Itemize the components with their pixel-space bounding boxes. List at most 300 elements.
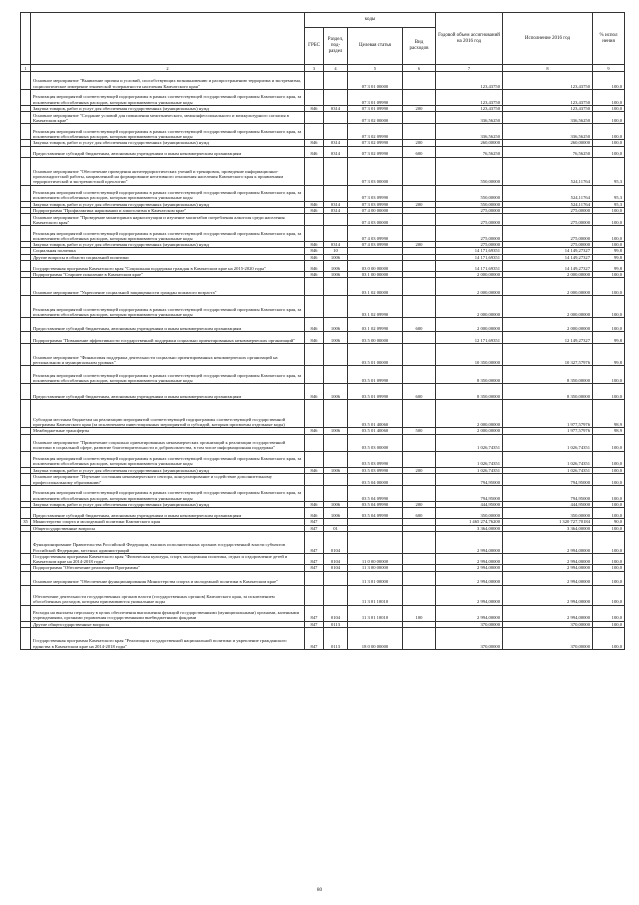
row-plan-amount: 2 994,00000 [436,605,503,621]
row-percent: 100,0 [593,214,625,226]
column-number: 7 [436,65,503,72]
row-grbs: 847 [305,565,324,571]
row-fact-amount: 76,56250 [503,146,593,157]
table-body [21,72,625,650]
row-name: Предоставление субсидий бюджетным, автономным учреждениям и иным некоммерческим организациям [31,146,305,157]
row-plan-amount: 123,43750 [436,90,503,106]
header-blank-n [21,13,31,65]
row-expense-type [403,124,436,140]
row-name: Реализация мероприятий соответствующей подпрограммы в рамках соответствующей государственной программы Камчатского края, за исключением обособленных расходов, которым присваиваются уникальные коды [31,451,305,467]
header-tselevaya: Целевая статья [348,28,403,65]
row-fact-amount: 336,56250 [503,112,593,124]
row-razdel [324,451,348,467]
row-razdel: 0314 [324,207,348,213]
row-name: Общегосударственные вопросы [31,525,305,531]
row-razdel: 0104 [324,531,348,553]
row-number [21,226,31,242]
row-fact-amount: 275,00000 [503,226,593,242]
row-target-article: 03 5 04 09990 [348,485,403,501]
row-percent: 100,0 [593,124,625,140]
row-razdel: 0314 [324,106,348,112]
row-percent: 100,0 [593,473,625,485]
row-grbs [305,226,324,242]
table-row [21,226,625,242]
row-percent: 90,0 [593,519,625,525]
row-percent: 100,0 [593,318,625,332]
row-fact-amount: 2 000,00000 [503,318,593,332]
row-target-article: 03 5 03 09990 [348,467,403,473]
row-grbs: 847 [305,553,324,565]
row-name: Предоставление субсидий бюджетным, автономным учреждениям и иным некоммерческим организациям [31,318,305,332]
row-grbs [305,485,324,501]
column-number: 6 [403,65,436,72]
row-number [21,628,31,650]
row-expense-type: 200 [403,201,436,207]
row-grbs: 846 [305,201,324,207]
row-expense-type: 200 [403,467,436,473]
row-number [21,124,31,140]
row-plan-amount: 550,00000 [436,157,503,185]
row-percent: 100,0 [593,242,625,248]
row-target-article: 07 3 01 00000 [348,72,403,90]
header-percent: % испол нения [593,13,625,65]
row-grbs [305,185,324,201]
row-grbs [305,473,324,485]
row-fact-amount: 275,00000 [503,214,593,226]
column-number: 4 [324,65,348,72]
row-plan-amount: 2 994,00000 [436,565,503,571]
row-name: Подпрограмма "Обеспечение реализации Программы" [31,565,305,571]
table-row [21,146,625,157]
row-number [21,278,31,296]
row-razdel [324,344,348,366]
row-target-article: 18 0 00 00000 [348,628,403,650]
row-fact-amount: 2 994,00000 [503,565,593,571]
row-fact-amount: 275,00000 [503,242,593,248]
row-fact-amount: 1 977,57976 [503,428,593,434]
row-razdel: 1006 [324,467,348,473]
row-percent: 100,0 [593,112,625,124]
row-expense-type [403,226,436,242]
row-fact-amount: 2 000,00000 [503,272,593,278]
row-grbs: 847 [305,621,324,627]
row-expense-type [403,585,436,605]
row-expense-type [403,451,436,467]
row-target-article: 03 5 04 00000 [348,473,403,485]
table-row [21,112,625,124]
row-grbs [305,434,324,451]
row-name: Основное мероприятие "Финансовая поддержка деятельности социально ориентированных некоммерческих организаций на региональном и муниципальном уровнях" [31,344,305,366]
row-expense-type: 500 [403,428,436,434]
row-plan-amount: 275,00000 [436,214,503,226]
row-grbs: 846 [305,146,324,157]
row-fact-amount: 3 364,00000 [503,525,593,531]
row-percent: 99,8 [593,248,625,254]
row-plan-amount: 2 000,00000 [436,400,503,428]
row-fact-amount: 370,00000 [503,628,593,650]
row-fact-amount: 794,95000 [503,473,593,485]
column-number: 5 [348,65,403,72]
row-fact-amount: 8 350,00000 [503,366,593,384]
row-number [21,434,31,451]
table-row [21,261,625,272]
row-plan-amount: 14 171,69351 [436,248,503,254]
row-razdel [324,434,348,451]
row-target-article: 03 1 02 09990 [348,318,403,332]
row-name: Реализация мероприятий соответствующей подпрограммы в рамках соответствующей государственной программы Камчатского края, за исключением обособленных расходов, которым присваиваются уникальные коды [31,226,305,242]
row-plan-amount: 76,56250 [436,146,503,157]
row-grbs: 846 [305,508,324,519]
row-grbs: 847 [305,519,324,525]
document-page [20,12,624,650]
table-row [21,400,625,428]
row-fact-amount: 2 994,00000 [503,553,593,565]
row-number [21,508,31,519]
row-target-article: 03 1 00 00000 [348,272,403,278]
row-name: Реализация мероприятий соответствующей подпрограммы в рамках соответствующей государственной программы Камчатского края, за исключением обособленных расходов, которым присваиваются уникальные коды [31,90,305,106]
row-percent: 100,0 [593,501,625,507]
row-razdel: 0314 [324,201,348,207]
row-percent: 100,0 [593,525,625,531]
table-row [21,157,625,185]
row-grbs: 846 [305,318,324,332]
row-plan-amount: 260,00000 [436,140,503,146]
row-razdel: 0314 [324,140,348,146]
row-name: Другие общегосударственные вопросы [31,621,305,627]
row-target-article: 07 3 03 09990 [348,185,403,201]
row-expense-type [403,366,436,384]
row-percent: 99,8 [593,261,625,272]
row-name: Основное мероприятие "Выявление причин и условий, способствующих возникновению и распространению терроризма и экстремизма, социологическое измерение этнической толерантности населения Камчатского края" [31,72,305,90]
row-number [21,344,31,366]
row-expense-type [403,332,436,344]
table-row [21,605,625,621]
row-plan-amount: 336,56250 [436,124,503,140]
row-percent: 100,0 [593,531,625,553]
row-plan-amount: 2 994,00000 [436,553,503,565]
row-name: Предоставление субсидий бюджетным, автономным учреждениям и иным некоммерческим организациям [31,508,305,519]
row-percent: 100,0 [593,467,625,473]
column-number: 9 [593,65,625,72]
row-plan-amount: 275,00000 [436,242,503,248]
row-grbs [305,344,324,366]
row-percent: 95,3 [593,157,625,185]
row-expense-type [403,185,436,201]
table-row [21,553,625,565]
row-fact-amount: 14 149,27327 [503,254,593,260]
row-fact-amount: 260,00000 [503,140,593,146]
row-name: Реализация мероприятий соответствующей подпрограммы в рамках соответствующей государственной программы Камчатского края, за исключением обособленных расходов, которым присваиваются уникальные коды [31,366,305,384]
row-name: Межбюджетные трансферты [31,428,305,434]
row-number [21,384,31,400]
row-percent: 99,8 [593,344,625,366]
row-expense-type: 600 [403,146,436,157]
row-number [21,296,31,318]
row-grbs [305,72,324,90]
row-razdel: 0113 [324,628,348,650]
row-expense-type [403,296,436,318]
row-grbs: 846 [305,272,324,278]
row-fact-amount: 2 000,00000 [503,296,593,318]
row-fact-amount: 12 149,27327 [503,332,593,344]
row-razdel [324,278,348,296]
row-razdel [324,90,348,106]
row-grbs: 847 [305,525,324,531]
row-plan-amount: 14 171,69351 [436,261,503,272]
row-name: Субсидии местным бюджетам на реализацию мероприятий соответствующей подпрограммы соответствующей государственной программы Камчатского края (за исключением инвестиционных мероприятий и субсидий, которым присвоены отдельные коды) [31,400,305,428]
table-row [21,72,625,90]
row-expense-type: 200 [403,140,436,146]
row-target-article: 03 5 00 00000 [348,332,403,344]
row-percent: 95,3 [593,201,625,207]
table-row [21,473,625,485]
row-razdel: 1006 [324,332,348,344]
row-plan-amount: 2 000,00000 [436,278,503,296]
header-fact: Исполнение 2016 год [503,13,593,65]
row-expense-type: 600 [403,384,436,400]
row-number [21,72,31,90]
row-plan-amount: 275,00000 [436,207,503,213]
row-name: Основное мероприятие "Укрепление социальной защищенности граждан пожилого возраста" [31,278,305,296]
row-razdel [324,473,348,485]
row-fact-amount: 444,95000 [503,501,593,507]
table-row [21,332,625,344]
table-row [21,531,625,553]
row-expense-type [403,485,436,501]
row-razdel: 1006 [324,254,348,260]
row-target-article: 03 5 04 09990 [348,508,403,519]
row-expense-type [403,553,436,565]
row-percent: 100,0 [593,434,625,451]
row-number [21,90,31,106]
table-row [21,90,625,106]
row-plan-amount: 2 000,00000 [436,428,503,434]
row-target-article: 07 3 02 09990 [348,146,403,157]
row-plan-amount: 370,00000 [436,628,503,650]
budget-table [20,12,625,650]
row-grbs: 846 [305,384,324,400]
row-expense-type [403,72,436,90]
row-target-article: 03 1 02 09990 [348,296,403,318]
row-razdel [324,400,348,428]
table-row [21,318,625,332]
row-fact-amount: 524,11764 [503,201,593,207]
row-fact-amount: 123,43750 [503,106,593,112]
row-grbs [305,296,324,318]
row-razdel [324,124,348,140]
row-percent: 100,0 [593,146,625,157]
row-fact-amount: 1 026,74351 [503,467,593,473]
row-fact-amount: 2 000,00000 [503,278,593,296]
row-grbs: 846 [305,106,324,112]
row-number [21,214,31,226]
row-percent: 100,0 [593,553,625,565]
row-fact-amount: 370,00000 [503,621,593,627]
row-plan-amount: 350,00000 [436,508,503,519]
row-name: Министерство спорта и молодежной политики Камчатского края [31,519,305,525]
row-number [21,157,31,185]
row-percent: 100,0 [593,207,625,213]
row-grbs: 847 [305,628,324,650]
row-expense-type [403,531,436,553]
row-number [21,485,31,501]
page-number: 80 [317,888,322,893]
row-razdel: 0314 [324,146,348,157]
row-plan-amount: 8 350,00000 [436,366,503,384]
row-name: Закупка товаров, работ и услуг для обеспечения государственных (муниципальных) нужд [31,201,305,207]
row-number [21,112,31,124]
row-plan-amount: 275,00000 [436,226,503,242]
header-razdel: Раздел, под-раздел [324,28,348,65]
column-number: 2 [31,65,305,72]
table-row [21,571,625,585]
row-razdel [324,214,348,226]
row-razdel: 1006 [324,508,348,519]
row-name: Закупка товаров, работ и услуг для обеспечения государственных (муниципальных) нужд [31,467,305,473]
row-razdel: 0113 [324,621,348,627]
row-number [21,146,31,157]
row-target-article: 11 3 01 10010 [348,605,403,621]
row-target-article: 03 1 02 00000 [348,278,403,296]
row-plan-amount: 1 026,74351 [436,434,503,451]
row-grbs: 846 [305,248,324,254]
table-row [21,124,625,140]
row-plan-amount: 444,95000 [436,501,503,507]
row-razdel [324,72,348,90]
row-plan-amount: 550,00000 [436,201,503,207]
row-plan-amount: 10 350,00000 [436,344,503,366]
row-percent: 100,0 [593,90,625,106]
row-name: Реализация мероприятий соответствующей подпрограммы в рамках соответствующей государственной программы Камчатского края, за исключением обособленных расходов, которым присваиваются уникальные коды [31,124,305,140]
row-fact-amount: 1 026,74351 [503,451,593,467]
row-grbs [305,585,324,605]
header-vid: Вид расходов [403,28,436,65]
row-target-article: 07 3 03 09990 [348,201,403,207]
row-plan-amount: 2 994,00000 [436,585,503,605]
row-percent: 100,0 [593,605,625,621]
row-target-article: 03 5 01 09990 [348,384,403,400]
row-plan-amount: 370,00000 [436,621,503,627]
row-plan-amount: 1 026,74351 [436,467,503,473]
row-name: Основное мероприятие "Создание условий для повышения межэтнического, межконфессионального и межкультурного согласия в Камчатском крае" [31,112,305,124]
row-razdel: 1006 [324,428,348,434]
row-name: Закупка товаров, работ и услуг для обеспечения государственных (муниципальных) нужд [31,140,305,146]
row-number [21,332,31,344]
row-percent: 100,0 [593,621,625,627]
row-fact-amount: 336,56250 [503,124,593,140]
row-number [21,531,31,553]
row-razdel: 1006 [324,501,348,507]
row-plan-amount: 2 994,00000 [436,571,503,585]
row-target-article: 11 0 00 00000 [348,553,403,565]
row-razdel [324,226,348,242]
row-plan-amount: 336,56250 [436,112,503,124]
row-razdel: 1006 [324,272,348,278]
row-fact-amount: 1 320 727,70184 [503,519,593,525]
row-razdel: 1006 [324,318,348,332]
row-plan-amount: 12 171,69351 [436,332,503,344]
row-grbs: 846 [305,254,324,260]
row-name: Другие вопросы в области социальной политики [31,254,305,260]
row-percent: 100,0 [593,451,625,467]
row-fact-amount: 794,95000 [503,485,593,501]
table-row [21,384,625,400]
column-number: 3 [305,65,324,72]
row-name: Функционирование Правительства Российской Федерации, высших исполнительных органов государственной власти субъектов Российской Федерации, местных администраций [31,531,305,553]
row-number [21,366,31,384]
row-target-article: 07 3 01 09990 [348,90,403,106]
row-percent: 100,0 [593,366,625,384]
row-expense-type [403,473,436,485]
row-name: Закупка товаров, работ и услуг для обеспечения государственных (муниципальных) нужд [31,106,305,112]
row-grbs: 846 [305,467,324,473]
row-razdel [324,485,348,501]
row-name: Государственная программа Камчатского края "Физическая культура, спорт, молодежная политика, отдых и оздоровление детей в Камчатском крае на 2014-2018 годы" [31,553,305,565]
row-name: Обеспечение деятельности государственных органов власти (государственных органов) Камчатского края, за исключением обособленных расходов, которым присваиваются уникальные коды [31,585,305,605]
table-row [21,344,625,366]
row-plan-amount: 123,43750 [436,106,503,112]
row-number [21,185,31,201]
row-expense-type: 600 [403,508,436,519]
row-expense-type [403,214,436,226]
row-percent: 100,0 [593,628,625,650]
row-name: Государственная программа Камчатского края "Реализация государственной национальной политики и укрепление гражданского единства в Камчатском крае на 2014-2018 годы" [31,628,305,650]
row-grbs [305,278,324,296]
row-plan-amount: 3 364,00000 [436,525,503,531]
row-razdel [324,366,348,384]
row-percent: 100,0 [593,508,625,519]
row-target-article: 03 0 00 00000 [348,261,403,272]
row-grbs: 846 [305,207,324,213]
column-numbers-row [21,65,625,72]
row-name: Подпрограмма "Повышение эффективности государственной поддержки социально ориентированных некоммерческих организаций" [31,332,305,344]
row-target-article: 07 3 02 00000 [348,112,403,124]
row-expense-type [403,434,436,451]
row-fact-amount: 524,11764 [503,185,593,201]
row-percent: 100,0 [593,72,625,90]
row-grbs [305,366,324,384]
row-fact-amount: 2 994,00000 [503,571,593,585]
row-percent: 100,0 [593,226,625,242]
row-expense-type [403,278,436,296]
row-expense-type [403,112,436,124]
row-expense-type [403,344,436,366]
row-razdel [324,157,348,185]
row-fact-amount: 1 026,74351 [503,434,593,451]
row-target-article: 03 5 01 00000 [348,344,403,366]
row-expense-type [403,157,436,185]
row-expense-type [403,400,436,428]
row-expense-type: 600 [403,318,436,332]
row-percent: 100,0 [593,384,625,400]
row-percent: 100,0 [593,140,625,146]
table-row [21,628,625,650]
row-percent: 99,8 [593,254,625,260]
row-target-article: 03 5 04 09990 [348,501,403,507]
row-fact-amount: 123,43750 [503,90,593,106]
row-target-article: 11 3 00 00000 [348,565,403,571]
row-expense-type [403,628,436,650]
row-target-article: 07 3 02 09990 [348,124,403,140]
row-target-article [348,531,403,553]
row-name: Реализация мероприятий соответствующей подпрограммы в рамках соответствующей государственной программы Камчатского края, за исключением обособленных расходов, которым присваиваются уникальные коды [31,485,305,501]
row-expense-type [403,261,436,272]
row-percent: 100,0 [593,485,625,501]
row-grbs: 846 [305,140,324,146]
row-grbs [305,451,324,467]
row-grbs [305,571,324,585]
row-plan-amount: 550,00000 [436,185,503,201]
